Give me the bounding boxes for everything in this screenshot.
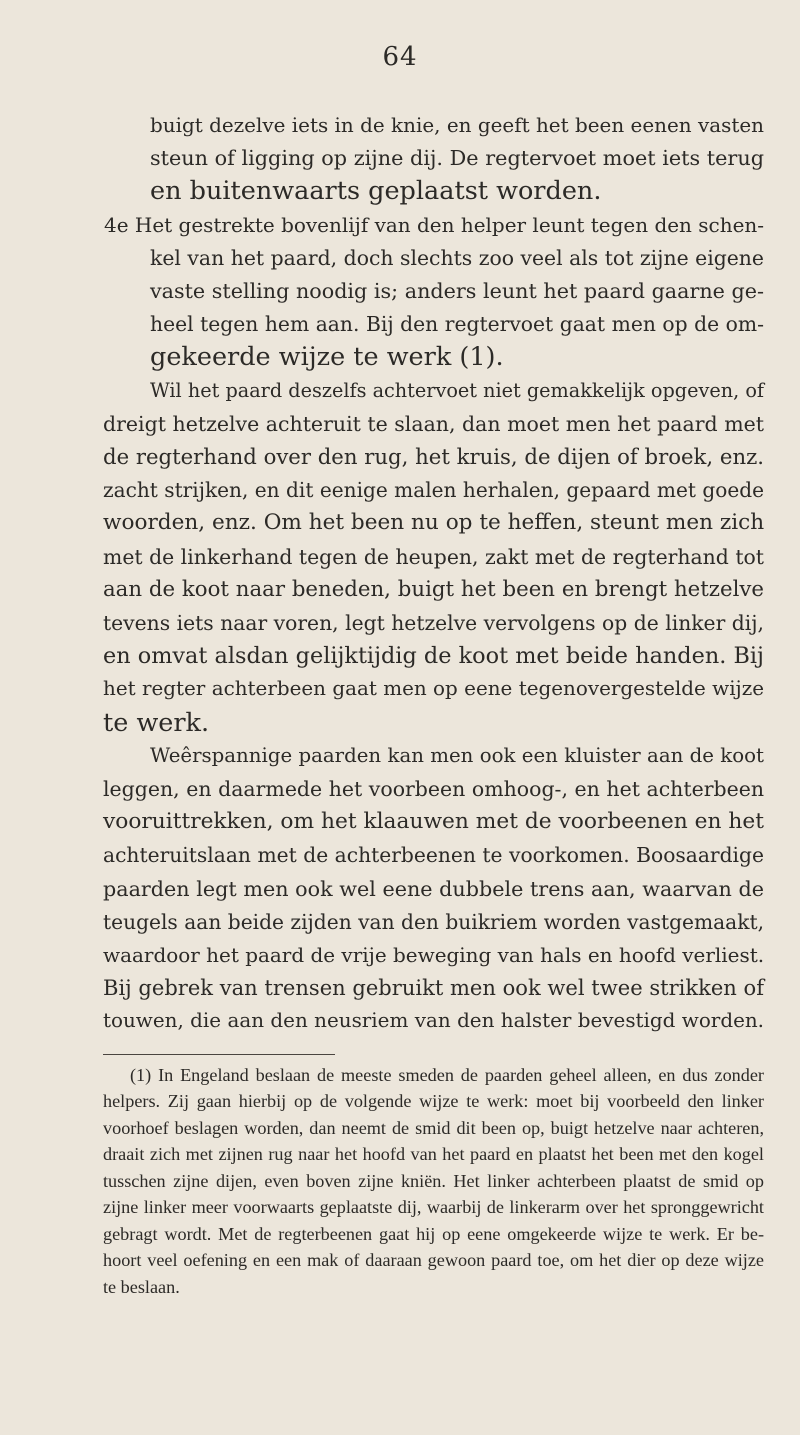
body-line: Bij gebrek van trensen gebruikt men ook wel twee strikken of [103,975,764,1001]
footnote-line: gebragt wordt. Met de regterbeenen gaat hij op eene omgekeerde wijze te werk. Er be- [103,1223,764,1244]
body-line: paarden legt men ook wel eene dubbele trens aan, waarvan de [103,876,764,901]
body-line: te werk. [103,707,210,738]
body-line: met de linkerhand tegen de heupen, zakt met de regterhand tot [103,544,764,569]
body-line: kel van het paard, doch slechts zoo veel als tot zijne eigene [150,245,764,270]
body-line: 4e Het gestrekte bovenlijf van den helper leunt tegen den schen- [104,212,764,237]
footnote-line: te beslaan. [103,1276,180,1297]
body-line: aan de koot naar beneden, buigt het been en brengt hetzelve [103,576,764,602]
body-line: dreigt hetzelve achteruit te slaan, dan moet men het paard met [103,411,764,436]
footnote-line: zijne linker meer voorwaarts geplaatste dij, waarbij de linkerarm over het spronggewricht [103,1197,764,1218]
body-line: het regter achterbeen gaat men op eene tegenovergestelde wijze [103,677,764,701]
body-line: steun of ligging op zijne dij. De regtervoet moet iets terug [150,146,764,171]
body-line: vooruittrekken, om het klaauwen met de voorbeenen en het [103,809,764,835]
body-line: en omvat alsdan gelijktijdig de koot met beide handen. Bij [103,643,764,670]
body-line: Wil het paard deszelfs achtervoet niet gemakkelijk opgeven, of [150,378,764,402]
body-line: Weêrspannige paarden kan men ook een kluister aan de koot [150,743,764,767]
body-line: buigt dezelve iets in de knie, en geeft het been eenen vasten [150,113,764,137]
body-line: vaste stelling noodig is; anders leunt het paard gaarne ge- [150,279,764,303]
body-line: leggen, en daarmede het voorbeen omhoog-, en het achterbeen [103,777,764,801]
body-line: en buitenwaarts geplaatst worden. [150,176,602,207]
footnote-line: voorhoef beslagen worden, dan neemt de smid dit been op, buigt hetzelve naar achteren, [103,1117,764,1138]
page-number: 64 [382,42,418,72]
footnote-line: tusschen zijne dijen, even boven zijne kniën. Het linker achterbeen plaatst de smid op [103,1170,764,1191]
body-line: de regterhand over den rug, het kruis, de dijen of broek, enz. [103,444,764,469]
footnote-line: draait zich met zijnen rug naar het hoofd van het paard en plaatst het been met den kogel [103,1144,764,1165]
body-line: touwen, die aan den neusriem van den halster bevestigd worden. [103,1009,764,1033]
footnote-line: hoort veel oefening en een mak of daaraan gewoon paard toe, om het dier op deze wijze [103,1250,764,1271]
body-line: zacht strijken, en dit eenige malen herhalen, gepaard met goede [103,478,764,503]
body-line: tevens iets naar voren, legt hetzelve vervolgens op de linker dij, [103,611,764,635]
body-line: waardoor het paard de vrije beweging van hals en hoofd verliest. [103,943,765,967]
body-line: gekeerde wijze te werk (1). [150,342,504,373]
footnote-divider [103,1054,335,1055]
body-line: heel tegen hem aan. Bij den regtervoet gaat men op de om- [150,312,764,337]
footnote-line: helpers. Zij gaan hierbij op de volgende wijze te werk: moet bij voorbeeld den linker [103,1091,764,1112]
body-line: woorden, enz. Om het been nu op te heffen, steunt men zich [103,510,765,536]
body-line: achteruitslaan met de achterbeenen te voorkomen. Boosaardige [103,843,764,868]
footnote-line: (1) In Engeland beslaan de meeste smeden de paarden geheel alleen, en dus zonder [130,1064,764,1085]
body-line: teugels aan beide zijden van den buikriem worden vastgemaakt, [103,909,764,934]
